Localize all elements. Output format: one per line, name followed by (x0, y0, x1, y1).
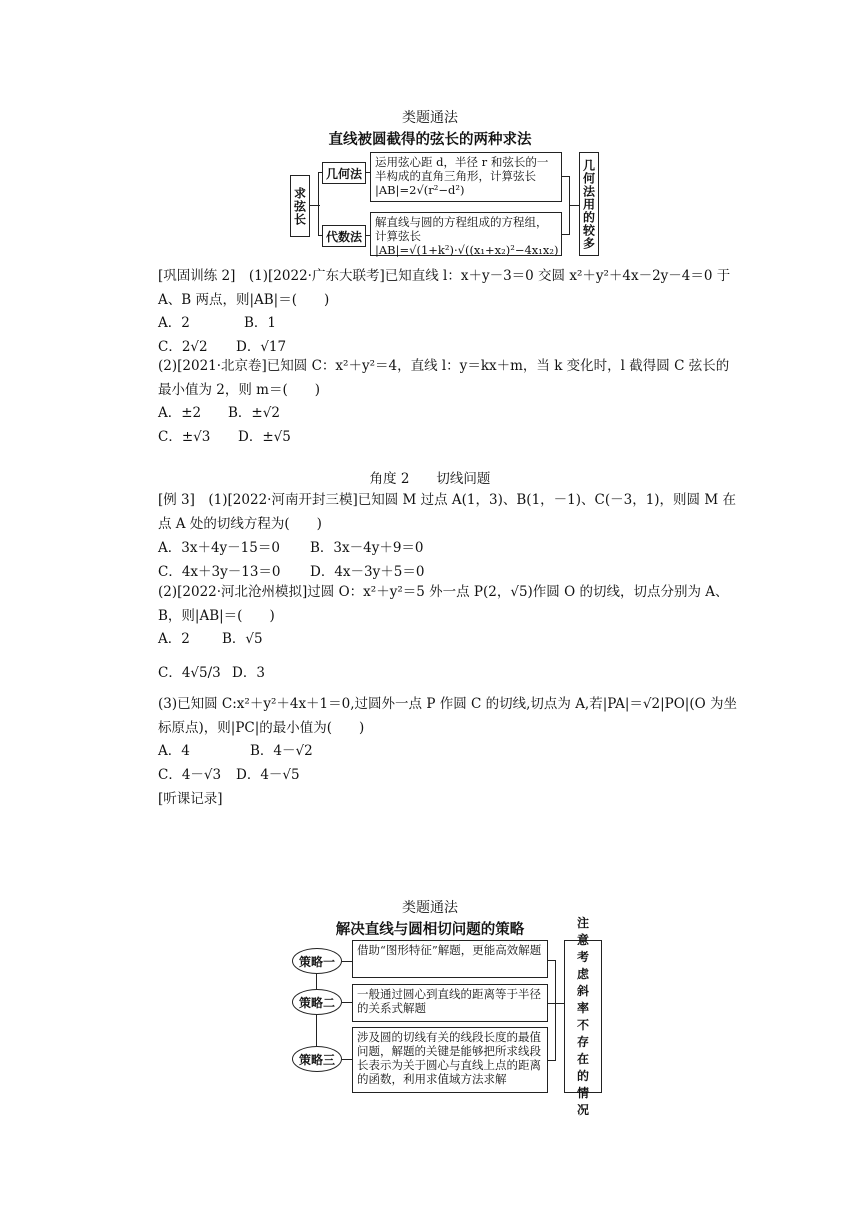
diagram1-method-algebraic: 代数法 (322, 225, 366, 247)
training2-q2-option-b: B．±√2 (228, 405, 280, 421)
training2-q1-option-a: A．2 (158, 315, 190, 331)
training2-q2-option-d: D．±√5 (238, 429, 291, 445)
diagram1-method-geometric: 几何法 (322, 162, 366, 184)
strategy1-label: 策略一 (292, 948, 342, 974)
strategy3-desc: 涉及圆的切线有关的线段长度的最值问题，解题的关键是能够把所求线段长表示为关于圆心与直线上点的距离的函数，利用求值域方法求解 (352, 1027, 548, 1093)
example3-q3: (3)已知圆 C:x²＋y²＋4x＋1＝0,过圆外一点 P 作圆 C 的切线,切点为 A,若|PA|＝√2|PO|(O 为坐标原点)，则|PC|的最小值为( ) (158, 696, 737, 736)
example3-q3-option-a: A．4 (158, 743, 190, 759)
example3-q3-option-b: B．4－√2 (250, 743, 313, 759)
section1-heading: 类题通法 (402, 110, 458, 126)
training2-q2: (2)[2021·北京卷]已知圆 C：x²＋y²＝4，直线 l：y＝kx＋m，当 k 变化时，l 截得圆 C 弦长的最小值为 2，则 m＝( ) (158, 358, 730, 398)
example3-q2-option-c: C．4√5/3 (158, 665, 221, 681)
example3-q2-option-a: A．2 (158, 631, 190, 647)
diagram1-geometric-desc: 运用弦心距 d，半径 r 和弦长的一半构成的直角三角形，计算弦长 |AB|=2√(r²−d²) (370, 152, 562, 202)
strategy2-desc: 一般通过圆心到直线的距离等于半径的关系式解题 (352, 984, 548, 1022)
example3-q1-option-c: C．4x＋3y－13＝0 (158, 564, 281, 580)
example3-q2: (2)[2022·河北沧州模拟]过圆 O：x²＋y²＝5 外一点 P(2，√5)作圆 O 的切线，切点分别为 A、B，则|AB|＝( ) (158, 584, 729, 624)
section1-subheading: 直线被圆截得的弦长的两种求法 (328, 132, 532, 148)
example3-q3-option-d: D．4－√5 (236, 767, 300, 783)
diagram1-algebraic-desc: 解直线与圆的方程组成的方程组，计算弦长 |AB|=√(1+k²)·√((x₁+x₂)²−4x₁x₂) (370, 212, 562, 256)
strategy3-label: 策略三 (292, 1046, 342, 1072)
example3-q2-option-b: B．√5 (222, 631, 263, 647)
strategy2-label: 策略二 (292, 989, 342, 1015)
example3-q3-option-c: C．4－√3 (158, 767, 222, 783)
example3-q1-option-b: B．3x－4y＋9＝0 (310, 540, 424, 556)
example3-q1-option-a: A．3x＋4y－15＝0 (158, 540, 280, 556)
section2-heading: 类题通法 (402, 900, 458, 916)
example3-q2-option-d: D．3 (232, 665, 265, 681)
angle2-title: 角度 2 切线问题 (369, 471, 491, 487)
example3-q1: [例 3] (1)[2022·河南开封三模]已知圆 M 过点 A(1，3)、B(1，－1)、C(－3，1)，则圆 M 在点 A 处的切线方程为( ) (158, 492, 736, 532)
diagram1-conclusion: 几何法用的较多 (579, 152, 599, 256)
training2-q1-option-d: D．√17 (236, 339, 287, 355)
diagram1-root: 求弦长 (290, 175, 310, 237)
training2-q1: [巩固训练 2] (1)[2022·广东大联考]已知直线 l：x＋y－3＝0 交圆 x²＋y²＋4x－2y－4＝0 于 A、B 两点，则|AB|＝( ) (158, 268, 731, 308)
training2-q1-option-b: B．1 (244, 315, 277, 331)
lecture-notes-label: [听课记录] (158, 791, 223, 807)
strategy-conclusion: 注意考虑斜率不存在的情况 (564, 940, 602, 1093)
section2-subheading: 解决直线与圆相切问题的策略 (335, 922, 525, 938)
training2-q2-option-a: A．±2 (158, 405, 202, 421)
training2-q2-option-c: C．±√3 (158, 429, 211, 445)
strategy1-desc: 借助“图形特征”解题，更能高效解题 (352, 940, 548, 978)
training2-q1-option-c: C．2√2 (158, 339, 208, 355)
example3-q1-option-d: D．4x－3y＋5＝0 (310, 564, 425, 580)
